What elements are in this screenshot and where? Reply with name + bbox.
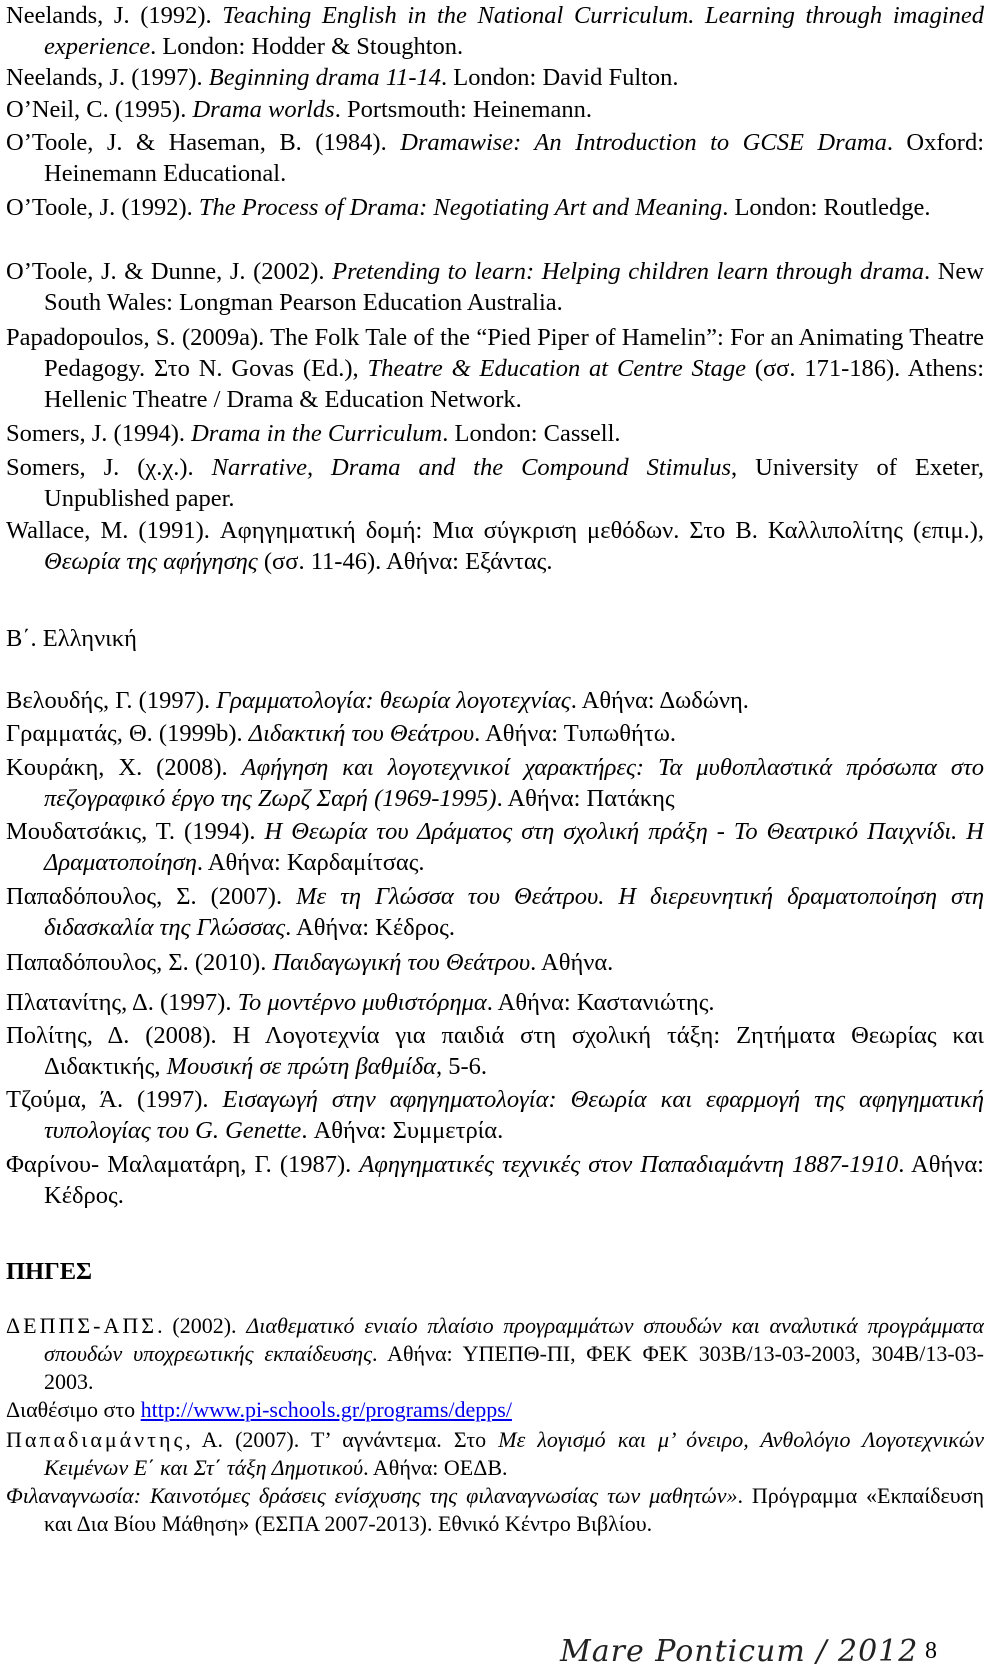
- reference-entry: [6, 515, 984, 577]
- reference-text: Παπαδιαμάντης: [6, 1427, 186, 1452]
- reference-text: Somers, J. (χ.χ.).: [6, 454, 212, 481]
- reference-text: . Oxford: Heinemann Educational.: [44, 129, 984, 187]
- reference-text: . London: Hodder & Stoughton.: [150, 33, 464, 60]
- reference-text: . Αθήνα: ΥΠΕΠΘ-ΠΙ, ΦΕΚ ΦΕΚ 303Β/13-03-2003, 304Β/13-03-2003.: [44, 1341, 984, 1394]
- reference-entry: [6, 685, 984, 716]
- reference-text: ΔΕΠΠΣ-ΑΠΣ: [6, 1313, 158, 1338]
- reference-entry: [6, 452, 984, 514]
- italic-title-text: Φιλαναγνωσία: Καινοτόμες δράσεις ενίσχυσης της φιλαναγνωσίας των μαθητών»: [6, 1483, 738, 1508]
- italic-title-text: Διδακτική του Θεάτρου: [248, 720, 475, 747]
- italic-title-text: Pretending to learn: Helping children learn through drama: [332, 258, 925, 285]
- reference-text: . Αθήνα: Κέδρος.: [44, 1151, 984, 1209]
- reference-text: Κουράκη, Χ. (2008).: [6, 754, 242, 781]
- reference-entry: [6, 62, 984, 93]
- italic-title-text: Διαθεματικό ενιαίο πλαίσιο προγραμμάτων σπουδών και αναλυτικά προγράμματα σπουδών υποχρεωτικής εκπαίδευσης: [44, 1313, 984, 1366]
- reference-text: Βελουδής, Γ. (1997).: [6, 687, 217, 714]
- reference-entry: [6, 0, 984, 62]
- italic-title-text: Drama in the Curriculum: [191, 420, 443, 447]
- reference-text: . Πρόγραμμα «Εκπαίδευση και Δια Βίου Μάθηση» (ΕΣΠΑ 2007-2013). Εθνικό Κέντρο Βιβλίου.: [44, 1483, 984, 1536]
- reference-text: . Portsmouth: Heinemann.: [334, 96, 592, 123]
- reference-entry: [6, 127, 984, 189]
- reference-text: Wallace, M. (1991). Αφηγηματική δομή: Μια σύγκριση μεθόδων. Στο Β. Καλλιπολίτης (επιμ.),: [6, 517, 984, 544]
- reference-text: , 5-6.: [435, 1053, 487, 1080]
- reference-entry: [6, 94, 984, 125]
- reference-text: O’Toole, J. & Dunne, J. (2002).: [6, 258, 333, 285]
- reference-entry: [6, 947, 984, 978]
- reference-text: . London: Cassell.: [442, 420, 621, 447]
- reference-text: . Αθήνα.: [530, 949, 614, 976]
- italic-title-text: Teaching English in the National Curriculum. Learning through imagined experience: [44, 2, 984, 60]
- reference-entry: [6, 752, 984, 814]
- reference-text: Παπαδόπουλος, Σ. (2010).: [6, 949, 273, 976]
- reference-entry: [6, 881, 984, 943]
- italic-title-text: Dramawise: An Introduction to GCSE Drama: [400, 129, 887, 156]
- reference-text: Neelands, J. (1992).: [6, 2, 223, 29]
- reference-entry: [6, 1020, 984, 1082]
- reference-text: . Αθήνα: Πατάκης: [496, 785, 675, 812]
- italic-title-text: Γραμματολογία: θεωρία λογοτεχνίας: [216, 687, 571, 714]
- reference-text: Πλατανίτης, Δ. (1997).: [6, 989, 238, 1016]
- italic-title-text: Narrative, Drama and the Compound Stimulus: [211, 454, 732, 481]
- page-number: 8: [925, 1638, 937, 1664]
- reference-text: Τζούμα, Ά. (1997).: [6, 1086, 223, 1113]
- reference-text: . (2002).: [157, 1313, 247, 1338]
- reference-text: . New South Wales: Longman Pearson Education Australia.: [44, 258, 984, 316]
- reference-text: O’Neil, C. (1995).: [6, 96, 193, 123]
- reference-text: Neelands, J. (1997).: [6, 64, 209, 91]
- reference-text: Διαθέσιμο στο: [6, 1397, 141, 1422]
- reference-text: Παπαδόπουλος, Σ. (2007).: [6, 883, 297, 910]
- reference-entry: [6, 1149, 984, 1211]
- reference-text: O’Toole, J. & Haseman, B. (1984).: [6, 129, 401, 156]
- source-link[interactable]: http://www.pi-schools.gr/programs/depps/: [140, 1397, 512, 1422]
- italic-title-text: Θεωρία της αφήγησης: [44, 548, 258, 575]
- italic-title-text: Drama worlds: [192, 96, 335, 123]
- reference-text: Papadopoulos, S. (2009a). The Folk Tale of the “Pied Piper of Hamelin”: For an Animating Theatre Pedagogy. Στο N. Govas (Ed.),: [6, 324, 984, 382]
- reference-text: . London: Routledge.: [722, 194, 931, 221]
- reference-text: , Α. (2007). Τ’ αγνάντεμα. Στο: [185, 1427, 499, 1452]
- reference-entry: [6, 1084, 984, 1146]
- source-entry: [6, 1396, 984, 1424]
- reference-text: O’Toole, J. (1992).: [6, 194, 199, 221]
- reference-entry: [6, 256, 984, 318]
- reference-text: Μουδατσάκις, Τ. (1994).: [6, 818, 265, 845]
- reference-text: . Αθήνα: Τυπωθήτω.: [474, 720, 676, 747]
- reference-text: , University of Exeter, Unpublished paper.: [44, 454, 984, 512]
- reference-text: Φαρίνου- Μαλαματάρη, Γ. (1987).: [6, 1151, 360, 1178]
- reference-text: . Αθήνα: Δωδώνη.: [570, 687, 749, 714]
- reference-text: . Αθήνα: ΟΕΔΒ.: [363, 1455, 508, 1480]
- reference-entry: [6, 418, 984, 449]
- reference-text: . Αθήνα: Καρδαμίτσας.: [196, 849, 425, 876]
- source-entry: [6, 1312, 984, 1396]
- italic-title-text: Το μοντέρνο μυθιστόρημα: [237, 989, 487, 1016]
- italic-title-text: Η Θεωρία του Δράματος στη σχολική πράξη - Το Θεατρικό Παιχνίδι. Η Δραματοποίηση: [44, 818, 984, 876]
- reference-entry: [6, 192, 984, 223]
- italic-title-text: The Process of Drama: Negotiating Art and Meaning: [198, 194, 723, 221]
- section-heading-greek: Β΄. Ελληνική: [6, 625, 137, 652]
- reference-entry: [6, 816, 984, 878]
- italic-title-text: Beginning drama 11-14: [208, 64, 442, 91]
- reference-entry: [6, 987, 984, 1018]
- reference-text: . London: David Fulton.: [441, 64, 679, 91]
- reference-entry: [6, 322, 984, 415]
- journal-footer: Mare Ponticum / 2012: [560, 1634, 919, 1669]
- reference-text: . Αθήνα: Καστανιώτης.: [486, 989, 715, 1016]
- reference-text: Somers, J. (1994).: [6, 420, 192, 447]
- reference-text: Γραμματάς, Θ. (1999b).: [6, 720, 249, 747]
- reference-text: . Αθήνα: Κέδρος.: [285, 914, 455, 941]
- reference-entry: [6, 718, 984, 749]
- source-entry: [6, 1426, 984, 1482]
- reference-text: (σσ. 11-46). Αθήνα: Εξάντας.: [257, 548, 553, 575]
- reference-text: Πολίτης, Δ. (2008). Η Λογοτεχνία για παιδιά στη σχολική τάξη: Ζητήματα Θεωρίας και Διδακτικής,: [6, 1022, 984, 1080]
- italic-title-text: Με λογισμό και μ’ όνειρο, Ανθολόγιο Λογοτεχνικών Κειμένων Ε΄ και Στ΄ τάξη Δημοτικού: [44, 1427, 984, 1480]
- reference-text: (σσ. 171-186). Athens: Hellenic Theatre / Drama & Education Network.: [44, 355, 984, 413]
- italic-title-text: Παιδαγωγική του Θεάτρου: [272, 949, 531, 976]
- italic-title-text: Μουσική σε πρώτη βαθμίδα: [166, 1053, 436, 1080]
- source-entry: [6, 1482, 984, 1538]
- italic-title-text: Με τη Γλώσσα του Θεάτρου. Η διερευνητική δραματοποίηση στη διδασκαλία της Γλώσσας: [44, 883, 984, 941]
- reference-text: . Αθήνα: Συμμετρία.: [301, 1117, 504, 1144]
- italic-title-text: Εισαγωγή στην αφηγηματολογία: Θεωρία και εφαρμογή της αφηγηματική τυπολογίας του G. Genette: [44, 1086, 984, 1144]
- section-heading-sources: ΠΗΓΕΣ: [6, 1258, 93, 1285]
- italic-title-text: Αφηγηματικές τεχνικές στον Παπαδιαμάντη 1887-1910: [359, 1151, 899, 1178]
- italic-title-text: Theatre & Education at Centre Stage: [367, 355, 746, 382]
- italic-title-text: Αφήγηση και λογοτεχνικοί χαρακτήρες: Τα μυθοπλαστικά πρόσωπα στο πεζογραφικό έργο της Ζωρζ Σαρή (1969-1995): [44, 754, 984, 812]
